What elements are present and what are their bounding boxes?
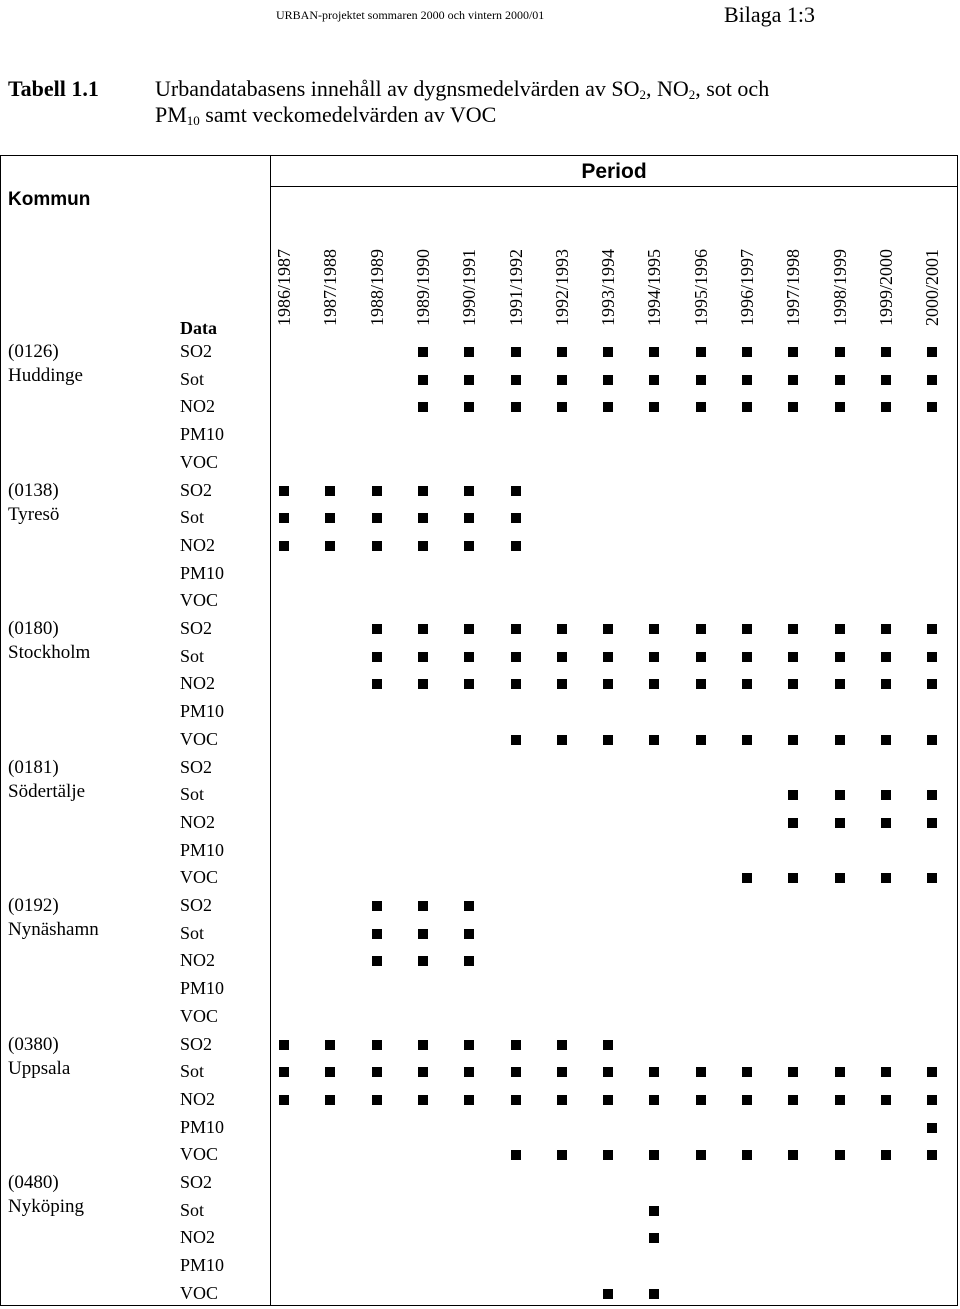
data-available-marker: [649, 735, 659, 745]
data-available-marker: [788, 818, 798, 828]
data-available-marker: [603, 1095, 613, 1105]
data-available-marker: [881, 873, 891, 883]
data-available-marker: [788, 790, 798, 800]
data-available-marker: [464, 513, 474, 523]
data-available-marker: [511, 1067, 521, 1077]
caption-text: , sot och: [695, 76, 770, 101]
data-available-marker: [511, 679, 521, 689]
data-available-marker: [511, 1095, 521, 1105]
data-available-marker: [511, 513, 521, 523]
data-available-marker: [372, 1040, 382, 1050]
data-available-marker: [418, 375, 428, 385]
data-available-marker: [742, 375, 752, 385]
data-available-marker: [464, 1095, 474, 1105]
year-label: 1993/1994: [598, 248, 619, 326]
municipality-name: Uppsala: [8, 1057, 71, 1079]
data-available-marker: [279, 1095, 289, 1105]
data-available-marker: [927, 790, 937, 800]
data-available-marker: [557, 1150, 567, 1160]
parameter-label: VOC: [180, 867, 219, 888]
data-available-marker: [649, 1067, 659, 1077]
data-available-marker: [649, 624, 659, 634]
data-available-marker: [881, 679, 891, 689]
parameter-label: SO2: [180, 618, 213, 638]
data-available-marker: [418, 1095, 428, 1105]
data-available-marker: [788, 1150, 798, 1160]
data-available-marker: [742, 1067, 752, 1077]
parameter-label: SO2: [180, 479, 213, 500]
parameter-label: Sot: [180, 1061, 205, 1082]
caption-subscript: 10: [186, 113, 200, 128]
data-available-marker: [372, 1067, 382, 1077]
data-available-marker: [418, 347, 428, 357]
data-available-marker: [511, 624, 521, 634]
data-available-marker: [927, 347, 937, 357]
data-available-marker: [372, 486, 382, 496]
parameter-label: PM10: [180, 562, 225, 583]
data-available-marker: [788, 375, 798, 385]
data-available-marker: [881, 735, 891, 745]
data-available-marker: [927, 1123, 937, 1133]
data-available-marker: [835, 1095, 845, 1105]
year-label: 1992/1993: [551, 248, 572, 326]
data-available-marker: [464, 901, 474, 911]
data-available-marker: [835, 873, 845, 883]
data-available-marker: [742, 1150, 752, 1160]
data-available-marker: [418, 652, 428, 662]
municipality-code: (0126): [8, 341, 59, 362]
data-available-marker: [511, 402, 521, 412]
data-available-marker: [649, 347, 659, 357]
year-label: 1990/1991: [459, 248, 480, 326]
parameter-label: PM10: [180, 1116, 225, 1137]
data-available-marker: [557, 1040, 567, 1050]
year-label: 1986/1987: [274, 248, 294, 326]
data-available-marker: [742, 735, 752, 745]
municipality: [8, 756, 85, 804]
data-available-marker: [881, 1067, 891, 1077]
data-available-marker: [742, 624, 752, 634]
municipality-code: (0380): [8, 1033, 59, 1055]
parameter-label: VOC: [180, 451, 219, 472]
data-available-marker: [649, 1150, 659, 1160]
data-available-marker: [788, 402, 798, 412]
data-available-marker: [881, 1095, 891, 1105]
data-available-marker: [511, 1150, 521, 1160]
data-available-marker: [927, 818, 937, 828]
parameter-label: Sot: [180, 645, 205, 666]
period-header: Period: [581, 160, 647, 183]
data-available-marker: [649, 1206, 659, 1216]
data-available-marker: [927, 1067, 937, 1077]
year-label: 1991/1992: [505, 248, 526, 326]
data-available-marker: [788, 652, 798, 662]
municipality-code: (0181): [8, 756, 59, 778]
data-available-marker: [881, 818, 891, 828]
parameter-label: Sot: [180, 507, 205, 528]
table-number: Tabell 1.1: [8, 76, 99, 101]
parameter-label: NO2: [180, 673, 215, 694]
parameter-label: NO2: [180, 950, 215, 971]
data-available-marker: [418, 956, 428, 966]
municipality-code: (0192): [8, 895, 59, 916]
data-available-marker: [557, 652, 567, 662]
data-available-marker: [881, 375, 891, 385]
data-available-marker: [418, 901, 428, 911]
year-label: 1998/1999: [829, 248, 850, 326]
data-available-marker: [603, 375, 613, 385]
parameter-label: VOC: [180, 1005, 219, 1026]
parameter-label: VOC: [180, 590, 219, 611]
municipality-code: (0180): [8, 618, 59, 639]
municipality-code: (0480): [8, 1172, 59, 1193]
data-available-marker: [927, 735, 937, 745]
data-available-marker: [418, 486, 428, 496]
data-available-marker: [603, 1040, 613, 1050]
data-available-marker: [325, 513, 335, 523]
data-available-marker: [511, 735, 521, 745]
data-available-marker: [418, 541, 428, 551]
data-available-marker: [649, 652, 659, 662]
parameter-label: NO2: [180, 534, 215, 555]
data-available-marker: [927, 375, 937, 385]
year-label: 1996/1997: [737, 248, 757, 326]
data-available-marker: [418, 402, 428, 412]
data-available-marker: [649, 679, 659, 689]
data-available-marker: [464, 402, 474, 412]
data-available-marker: [372, 929, 382, 939]
data-table: [0, 155, 958, 1306]
data-available-marker: [557, 1095, 567, 1105]
data-available-marker: [418, 513, 428, 523]
parameter-label: NO2: [180, 811, 215, 832]
data-available-marker: [511, 486, 521, 496]
data-available-marker: [557, 679, 567, 689]
data-available-marker: [835, 402, 845, 412]
parameter-label: VOC: [180, 1282, 219, 1303]
municipality: [8, 894, 99, 942]
data-available-marker: [603, 1067, 613, 1077]
data-available-marker: [603, 1289, 613, 1299]
data-available-marker: [418, 679, 428, 689]
data-available-marker: [557, 1067, 567, 1077]
data-available-marker: [835, 818, 845, 828]
project-header: URBAN-projektet sommaren 2000 och vintern 2000/01: [276, 8, 545, 22]
data-available-marker: [325, 1067, 335, 1077]
parameter-label: Sot: [180, 922, 205, 943]
municipality: [8, 479, 59, 527]
appendix-label: Bilaga 1:3: [723, 2, 815, 27]
parameter-label: PM10: [180, 1255, 225, 1276]
data-available-marker: [649, 402, 659, 412]
data-available-marker: [511, 347, 521, 357]
data-available-marker: [418, 1067, 428, 1077]
data-available-marker: [557, 735, 567, 745]
column-divider: [270, 155, 271, 1306]
data-available-marker: [788, 679, 798, 689]
data-available-marker: [788, 624, 798, 634]
data-available-marker: [696, 679, 706, 689]
data-available-marker: [835, 1150, 845, 1160]
data-available-marker: [418, 1040, 428, 1050]
data-available-marker: [788, 347, 798, 357]
data-available-marker: [742, 347, 752, 357]
parameter-label: SO2: [180, 756, 213, 777]
year-label: 1995/1996: [690, 248, 711, 326]
data-available-marker: [279, 513, 289, 523]
data-available-marker: [696, 1067, 706, 1077]
data-available-marker: [696, 652, 706, 662]
caption-text: samt veckomedelvärden av VOC: [199, 102, 497, 127]
data-available-marker: [742, 679, 752, 689]
data-available-marker: [881, 1150, 891, 1160]
data-available-marker: [927, 624, 937, 634]
parameter-label: Sot: [180, 784, 205, 805]
data-available-marker: [835, 347, 845, 357]
data-available-marker: [603, 652, 613, 662]
data-available-marker: [696, 624, 706, 634]
table-caption: [155, 76, 935, 128]
municipality: [8, 617, 90, 665]
data-available-marker: [557, 402, 567, 412]
data-available-marker: [835, 375, 845, 385]
parameter-label: SO2: [180, 895, 213, 915]
data-available-marker: [511, 1040, 521, 1050]
data-available-marker: [464, 679, 474, 689]
data-available-marker: [372, 513, 382, 523]
data-available-marker: [696, 402, 706, 412]
data-available-marker: [927, 652, 937, 662]
period-divider: [270, 186, 958, 187]
parameter-label: VOC: [180, 728, 219, 749]
data-available-marker: [372, 956, 382, 966]
data-available-marker: [603, 1150, 613, 1160]
data-available-marker: [927, 679, 937, 689]
data-available-marker: [372, 541, 382, 551]
data-available-marker: [927, 1095, 937, 1105]
data-available-marker: [649, 1289, 659, 1299]
data-available-marker: [325, 1040, 335, 1050]
municipality-name: Tyresö: [8, 503, 60, 525]
municipality: [8, 1033, 70, 1081]
municipality-name: Nyköping: [8, 1196, 84, 1217]
caption-subscript: 2: [688, 87, 696, 102]
municipality-name: Södertälje: [8, 780, 86, 802]
data-available-marker: [881, 624, 891, 634]
data-available-marker: [835, 652, 845, 662]
data-available-marker: [279, 541, 289, 551]
data-available-marker: [649, 1233, 659, 1243]
data-available-marker: [742, 402, 752, 412]
data-available-marker: [835, 790, 845, 800]
data-available-marker: [742, 1095, 752, 1105]
data-available-marker: [881, 402, 891, 412]
data-available-marker: [464, 1040, 474, 1050]
data-available-marker: [372, 679, 382, 689]
data-available-marker: [418, 929, 428, 939]
parameter-label: PM10: [180, 424, 225, 445]
data-available-marker: [464, 1067, 474, 1077]
year-label: 1994/1995: [644, 248, 665, 326]
data-available-marker: [788, 735, 798, 745]
municipality: [8, 1171, 84, 1219]
data-available-marker: [927, 1150, 937, 1160]
data-available-marker: [788, 873, 798, 883]
data-available-marker: [603, 402, 613, 412]
parameter-label: Sot: [180, 1199, 205, 1220]
data-available-marker: [557, 375, 567, 385]
parameter-label: SO2: [180, 1033, 213, 1054]
year-label: 1988/1989: [366, 248, 387, 326]
parameter-label: PM10: [180, 978, 225, 999]
municipality-name: Stockholm: [8, 642, 91, 663]
data-available-marker: [464, 541, 474, 551]
data-header: Data: [180, 318, 217, 338]
data-available-marker: [603, 624, 613, 634]
data-available-marker: [835, 679, 845, 689]
parameter-label: PM10: [180, 701, 225, 722]
parameter-label: NO2: [180, 396, 215, 417]
year-label: 1989/1990: [412, 248, 433, 326]
data-available-marker: [603, 735, 613, 745]
year-label: 2000/2001: [922, 248, 943, 326]
municipality-name: Nynäshamn: [8, 919, 99, 940]
data-available-marker: [464, 375, 474, 385]
parameter-label: VOC: [180, 1144, 219, 1165]
parameter-label: Sot: [180, 368, 205, 389]
data-available-marker: [325, 1095, 335, 1105]
data-available-marker: [557, 347, 567, 357]
data-available-marker: [557, 624, 567, 634]
municipality-code: (0138): [8, 479, 59, 501]
data-available-marker: [927, 402, 937, 412]
caption-text: Urbandatabasens innehåll av dygnsmedelvärden av SO: [155, 76, 640, 101]
data-available-marker: [511, 541, 521, 551]
data-available-marker: [603, 679, 613, 689]
data-available-marker: [418, 624, 428, 634]
data-available-marker: [742, 873, 752, 883]
data-available-marker: [696, 735, 706, 745]
parameter-label: NO2: [180, 1227, 215, 1248]
data-available-marker: [372, 652, 382, 662]
data-available-marker: [372, 624, 382, 634]
data-available-marker: [279, 1067, 289, 1077]
parameter-label: SO2: [180, 1172, 213, 1192]
data-available-marker: [372, 901, 382, 911]
data-available-marker: [649, 375, 659, 385]
data-available-marker: [511, 652, 521, 662]
year-label: 1997/1998: [783, 248, 804, 326]
data-available-marker: [649, 1095, 659, 1105]
data-available-marker: [464, 624, 474, 634]
data-available-marker: [788, 1067, 798, 1077]
data-available-marker: [927, 873, 937, 883]
data-available-marker: [464, 347, 474, 357]
data-available-marker: [511, 375, 521, 385]
data-available-marker: [742, 652, 752, 662]
caption-text: , NO: [645, 76, 689, 101]
data-available-marker: [696, 347, 706, 357]
parameter-label: SO2: [180, 341, 213, 361]
data-available-marker: [881, 652, 891, 662]
data-available-marker: [464, 486, 474, 496]
data-available-marker: [881, 790, 891, 800]
data-available-marker: [835, 624, 845, 634]
data-available-marker: [279, 1040, 289, 1050]
data-available-marker: [835, 1067, 845, 1077]
data-available-marker: [788, 1095, 798, 1105]
municipality: [8, 340, 83, 388]
parameter-label: PM10: [180, 839, 225, 860]
data-available-marker: [696, 375, 706, 385]
data-available-marker: [325, 486, 335, 496]
year-label: 1987/1988: [320, 248, 341, 326]
data-available-marker: [464, 929, 474, 939]
caption-subscript: 2: [639, 87, 646, 102]
data-available-marker: [881, 347, 891, 357]
data-available-marker: [325, 541, 335, 551]
data-available-marker: [279, 486, 289, 496]
municipality-name: Huddinge: [8, 365, 83, 386]
parameter-label: NO2: [180, 1088, 215, 1109]
data-available-marker: [464, 956, 474, 966]
year-label: 1999/2000: [875, 248, 896, 326]
kommun-header: Kommun: [8, 189, 91, 210]
data-available-marker: [696, 1150, 706, 1160]
data-available-marker: [372, 1095, 382, 1105]
data-available-marker: [835, 735, 845, 745]
caption-text: PM: [155, 102, 187, 127]
data-available-marker: [464, 652, 474, 662]
data-available-marker: [696, 1095, 706, 1105]
data-available-marker: [603, 347, 613, 357]
